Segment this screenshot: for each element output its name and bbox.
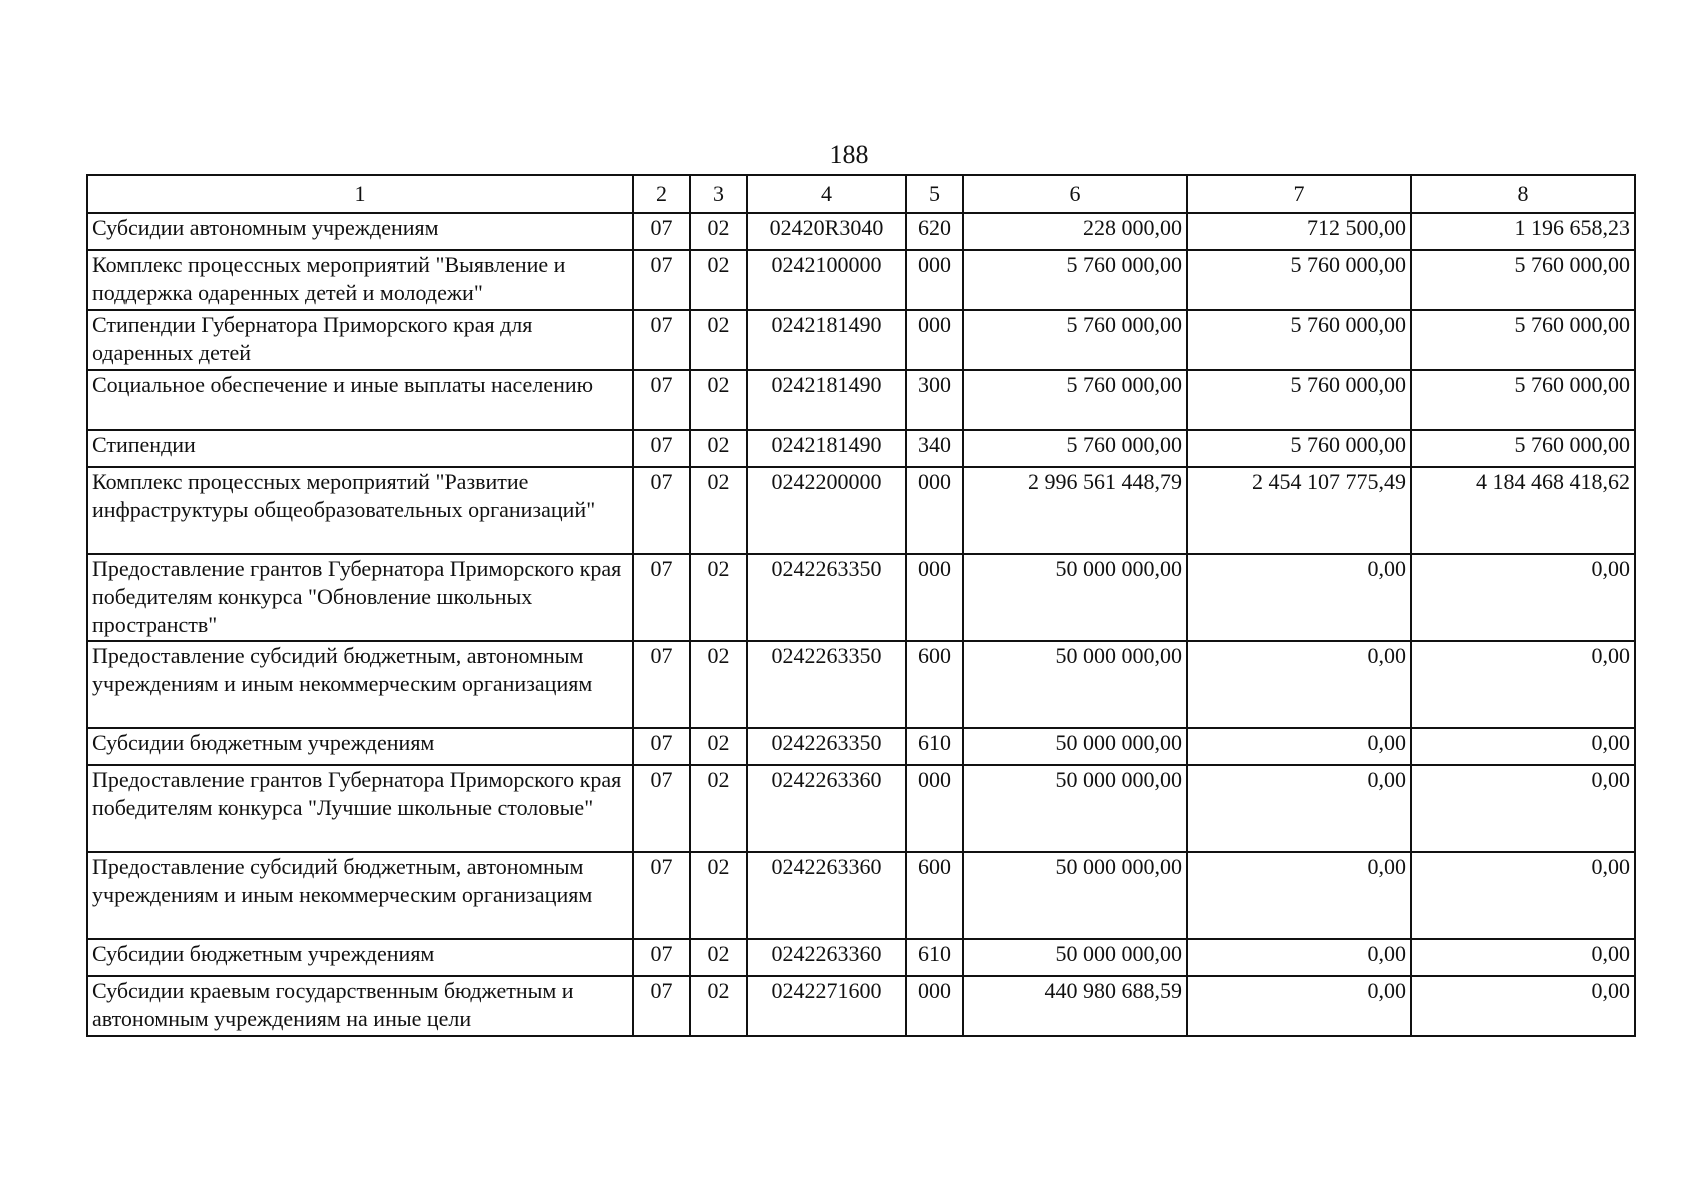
row-name-cell: Субсидии автономным учреждениям (87, 213, 633, 250)
amount-col6-cell: 5 760 000,00 (963, 310, 1187, 370)
amount-col7-cell: 5 760 000,00 (1187, 430, 1411, 467)
subsection-code-cell: 02 (690, 939, 747, 976)
row-name-cell: Субсидии краевым государственным бюджетным и автономным учреждениям на иные цели (87, 976, 633, 1036)
section-code-cell: 07 (633, 554, 690, 641)
subsection-code-cell: 02 (690, 641, 747, 728)
section-code-cell: 07 (633, 310, 690, 370)
row-name-cell: Социальное обеспечение и иные выплаты населению (87, 370, 633, 430)
amount-col7-cell: 0,00 (1187, 939, 1411, 976)
expense-type-cell: 000 (906, 765, 963, 852)
subsection-code-cell: 02 (690, 250, 747, 310)
section-code-cell: 07 (633, 939, 690, 976)
target-article-cell: 0242263360 (747, 852, 906, 939)
target-article-cell: 0242263350 (747, 554, 906, 641)
subsection-code-cell: 02 (690, 852, 747, 939)
table-row (87, 430, 1635, 467)
target-article-cell: 0242100000 (747, 250, 906, 310)
column-header: 4 (747, 175, 906, 213)
subsection-code-cell: 02 (690, 765, 747, 852)
target-article-cell: 0242181490 (747, 370, 906, 430)
section-code-cell: 07 (633, 641, 690, 728)
section-code-cell: 07 (633, 765, 690, 852)
expense-type-cell: 000 (906, 310, 963, 370)
column-header: 3 (690, 175, 747, 213)
target-article-cell: 0242263360 (747, 765, 906, 852)
column-header: 6 (963, 175, 1187, 213)
amount-col7-cell: 0,00 (1187, 976, 1411, 1036)
amount-col6-cell: 2 996 561 448,79 (963, 467, 1187, 554)
section-code-cell: 07 (633, 370, 690, 430)
amount-col7-cell: 5 760 000,00 (1187, 310, 1411, 370)
header-row (87, 175, 1635, 213)
table-row (87, 554, 1635, 641)
row-name-cell: Предоставление субсидий бюджетным, автономным учреждениям и иным некоммерческим организациям (87, 641, 633, 728)
amount-col8-cell: 0,00 (1411, 852, 1635, 939)
amount-col7-cell: 5 760 000,00 (1187, 250, 1411, 310)
subsection-code-cell: 02 (690, 976, 747, 1036)
section-code-cell: 07 (633, 467, 690, 554)
subsection-code-cell: 02 (690, 467, 747, 554)
row-name-cell: Предоставление субсидий бюджетным, автономным учреждениям и иным некоммерческим организациям (87, 852, 633, 939)
subsection-code-cell: 02 (690, 213, 747, 250)
subsection-code-cell: 02 (690, 370, 747, 430)
target-article-cell: 0242263350 (747, 641, 906, 728)
table-row (87, 852, 1635, 939)
target-article-cell: 02420R3040 (747, 213, 906, 250)
row-name-cell: Комплекс процессных мероприятий "Выявление и поддержка одаренных детей и молодежи" (87, 250, 633, 310)
table-row (87, 641, 1635, 728)
column-header: 1 (87, 175, 633, 213)
column-header: 7 (1187, 175, 1411, 213)
amount-col7-cell: 0,00 (1187, 852, 1411, 939)
row-name-cell: Субсидии бюджетным учреждениям (87, 939, 633, 976)
amount-col6-cell: 50 000 000,00 (963, 641, 1187, 728)
amount-col8-cell: 1 196 658,23 (1411, 213, 1635, 250)
amount-col8-cell: 5 760 000,00 (1411, 250, 1635, 310)
section-code-cell: 07 (633, 852, 690, 939)
column-header: 8 (1411, 175, 1635, 213)
row-name-cell: Комплекс процессных мероприятий "Развитие инфраструктуры общеобразовательных организаций" (87, 467, 633, 554)
expense-type-cell: 300 (906, 370, 963, 430)
amount-col7-cell: 0,00 (1187, 728, 1411, 765)
table-row (87, 765, 1635, 852)
amount-col6-cell: 50 000 000,00 (963, 728, 1187, 765)
amount-col6-cell: 440 980 688,59 (963, 976, 1187, 1036)
row-name-cell: Предоставление грантов Губернатора Приморского края победителям конкурса "Обновление школьных пространств" (87, 554, 633, 641)
row-name-cell: Стипендии (87, 430, 633, 467)
row-name-cell: Стипендии Губернатора Приморского края для одаренных детей (87, 310, 633, 370)
subsection-code-cell: 02 (690, 310, 747, 370)
section-code-cell: 07 (633, 213, 690, 250)
expense-type-cell: 600 (906, 852, 963, 939)
table-row (87, 976, 1635, 1036)
amount-col7-cell: 2 454 107 775,49 (1187, 467, 1411, 554)
table-row (87, 728, 1635, 765)
amount-col6-cell: 5 760 000,00 (963, 370, 1187, 430)
target-article-cell: 0242263360 (747, 939, 906, 976)
expense-type-cell: 000 (906, 976, 963, 1036)
column-header: 2 (633, 175, 690, 213)
section-code-cell: 07 (633, 728, 690, 765)
row-name-cell: Предоставление грантов Губернатора Приморского края победителям конкурса "Лучшие школьные столовые" (87, 765, 633, 852)
amount-col8-cell: 0,00 (1411, 976, 1635, 1036)
amount-col6-cell: 50 000 000,00 (963, 852, 1187, 939)
section-code-cell: 07 (633, 430, 690, 467)
amount-col8-cell: 0,00 (1411, 939, 1635, 976)
target-article-cell: 0242181490 (747, 310, 906, 370)
amount-col8-cell: 5 760 000,00 (1411, 370, 1635, 430)
amount-col8-cell: 0,00 (1411, 728, 1635, 765)
target-article-cell: 0242181490 (747, 430, 906, 467)
subsection-code-cell: 02 (690, 430, 747, 467)
subsection-code-cell: 02 (690, 728, 747, 765)
section-code-cell: 07 (633, 976, 690, 1036)
amount-col7-cell: 5 760 000,00 (1187, 370, 1411, 430)
amount-col6-cell: 228 000,00 (963, 213, 1187, 250)
table-row (87, 939, 1635, 976)
page-number: 188 (829, 140, 869, 169)
expense-type-cell: 340 (906, 430, 963, 467)
amount-col8-cell: 0,00 (1411, 765, 1635, 852)
table-row (87, 310, 1635, 370)
expense-type-cell: 000 (906, 467, 963, 554)
table-row (87, 467, 1635, 554)
table-row (87, 250, 1635, 310)
expense-type-cell: 000 (906, 250, 963, 310)
section-code-cell: 07 (633, 250, 690, 310)
amount-col6-cell: 50 000 000,00 (963, 939, 1187, 976)
budget-table (86, 174, 1636, 1037)
subsection-code-cell: 02 (690, 554, 747, 641)
amount-col6-cell: 50 000 000,00 (963, 765, 1187, 852)
amount-col8-cell: 0,00 (1411, 554, 1635, 641)
expense-type-cell: 000 (906, 554, 963, 641)
amount-col7-cell: 0,00 (1187, 641, 1411, 728)
expense-type-cell: 600 (906, 641, 963, 728)
column-header: 5 (906, 175, 963, 213)
amount-col7-cell: 712 500,00 (1187, 213, 1411, 250)
target-article-cell: 0242271600 (747, 976, 906, 1036)
amount-col6-cell: 50 000 000,00 (963, 554, 1187, 641)
row-name-cell: Субсидии бюджетным учреждениям (87, 728, 633, 765)
amount-col8-cell: 4 184 468 418,62 (1411, 467, 1635, 554)
amount-col6-cell: 5 760 000,00 (963, 250, 1187, 310)
amount-col8-cell: 5 760 000,00 (1411, 430, 1635, 467)
amount-col8-cell: 0,00 (1411, 641, 1635, 728)
table-row (87, 213, 1635, 250)
expense-type-cell: 620 (906, 213, 963, 250)
amount-col8-cell: 5 760 000,00 (1411, 310, 1635, 370)
amount-col7-cell: 0,00 (1187, 765, 1411, 852)
amount-col6-cell: 5 760 000,00 (963, 430, 1187, 467)
expense-type-cell: 610 (906, 728, 963, 765)
target-article-cell: 0242200000 (747, 467, 906, 554)
table-row (87, 370, 1635, 430)
target-article-cell: 0242263350 (747, 728, 906, 765)
expense-type-cell: 610 (906, 939, 963, 976)
amount-col7-cell: 0,00 (1187, 554, 1411, 641)
